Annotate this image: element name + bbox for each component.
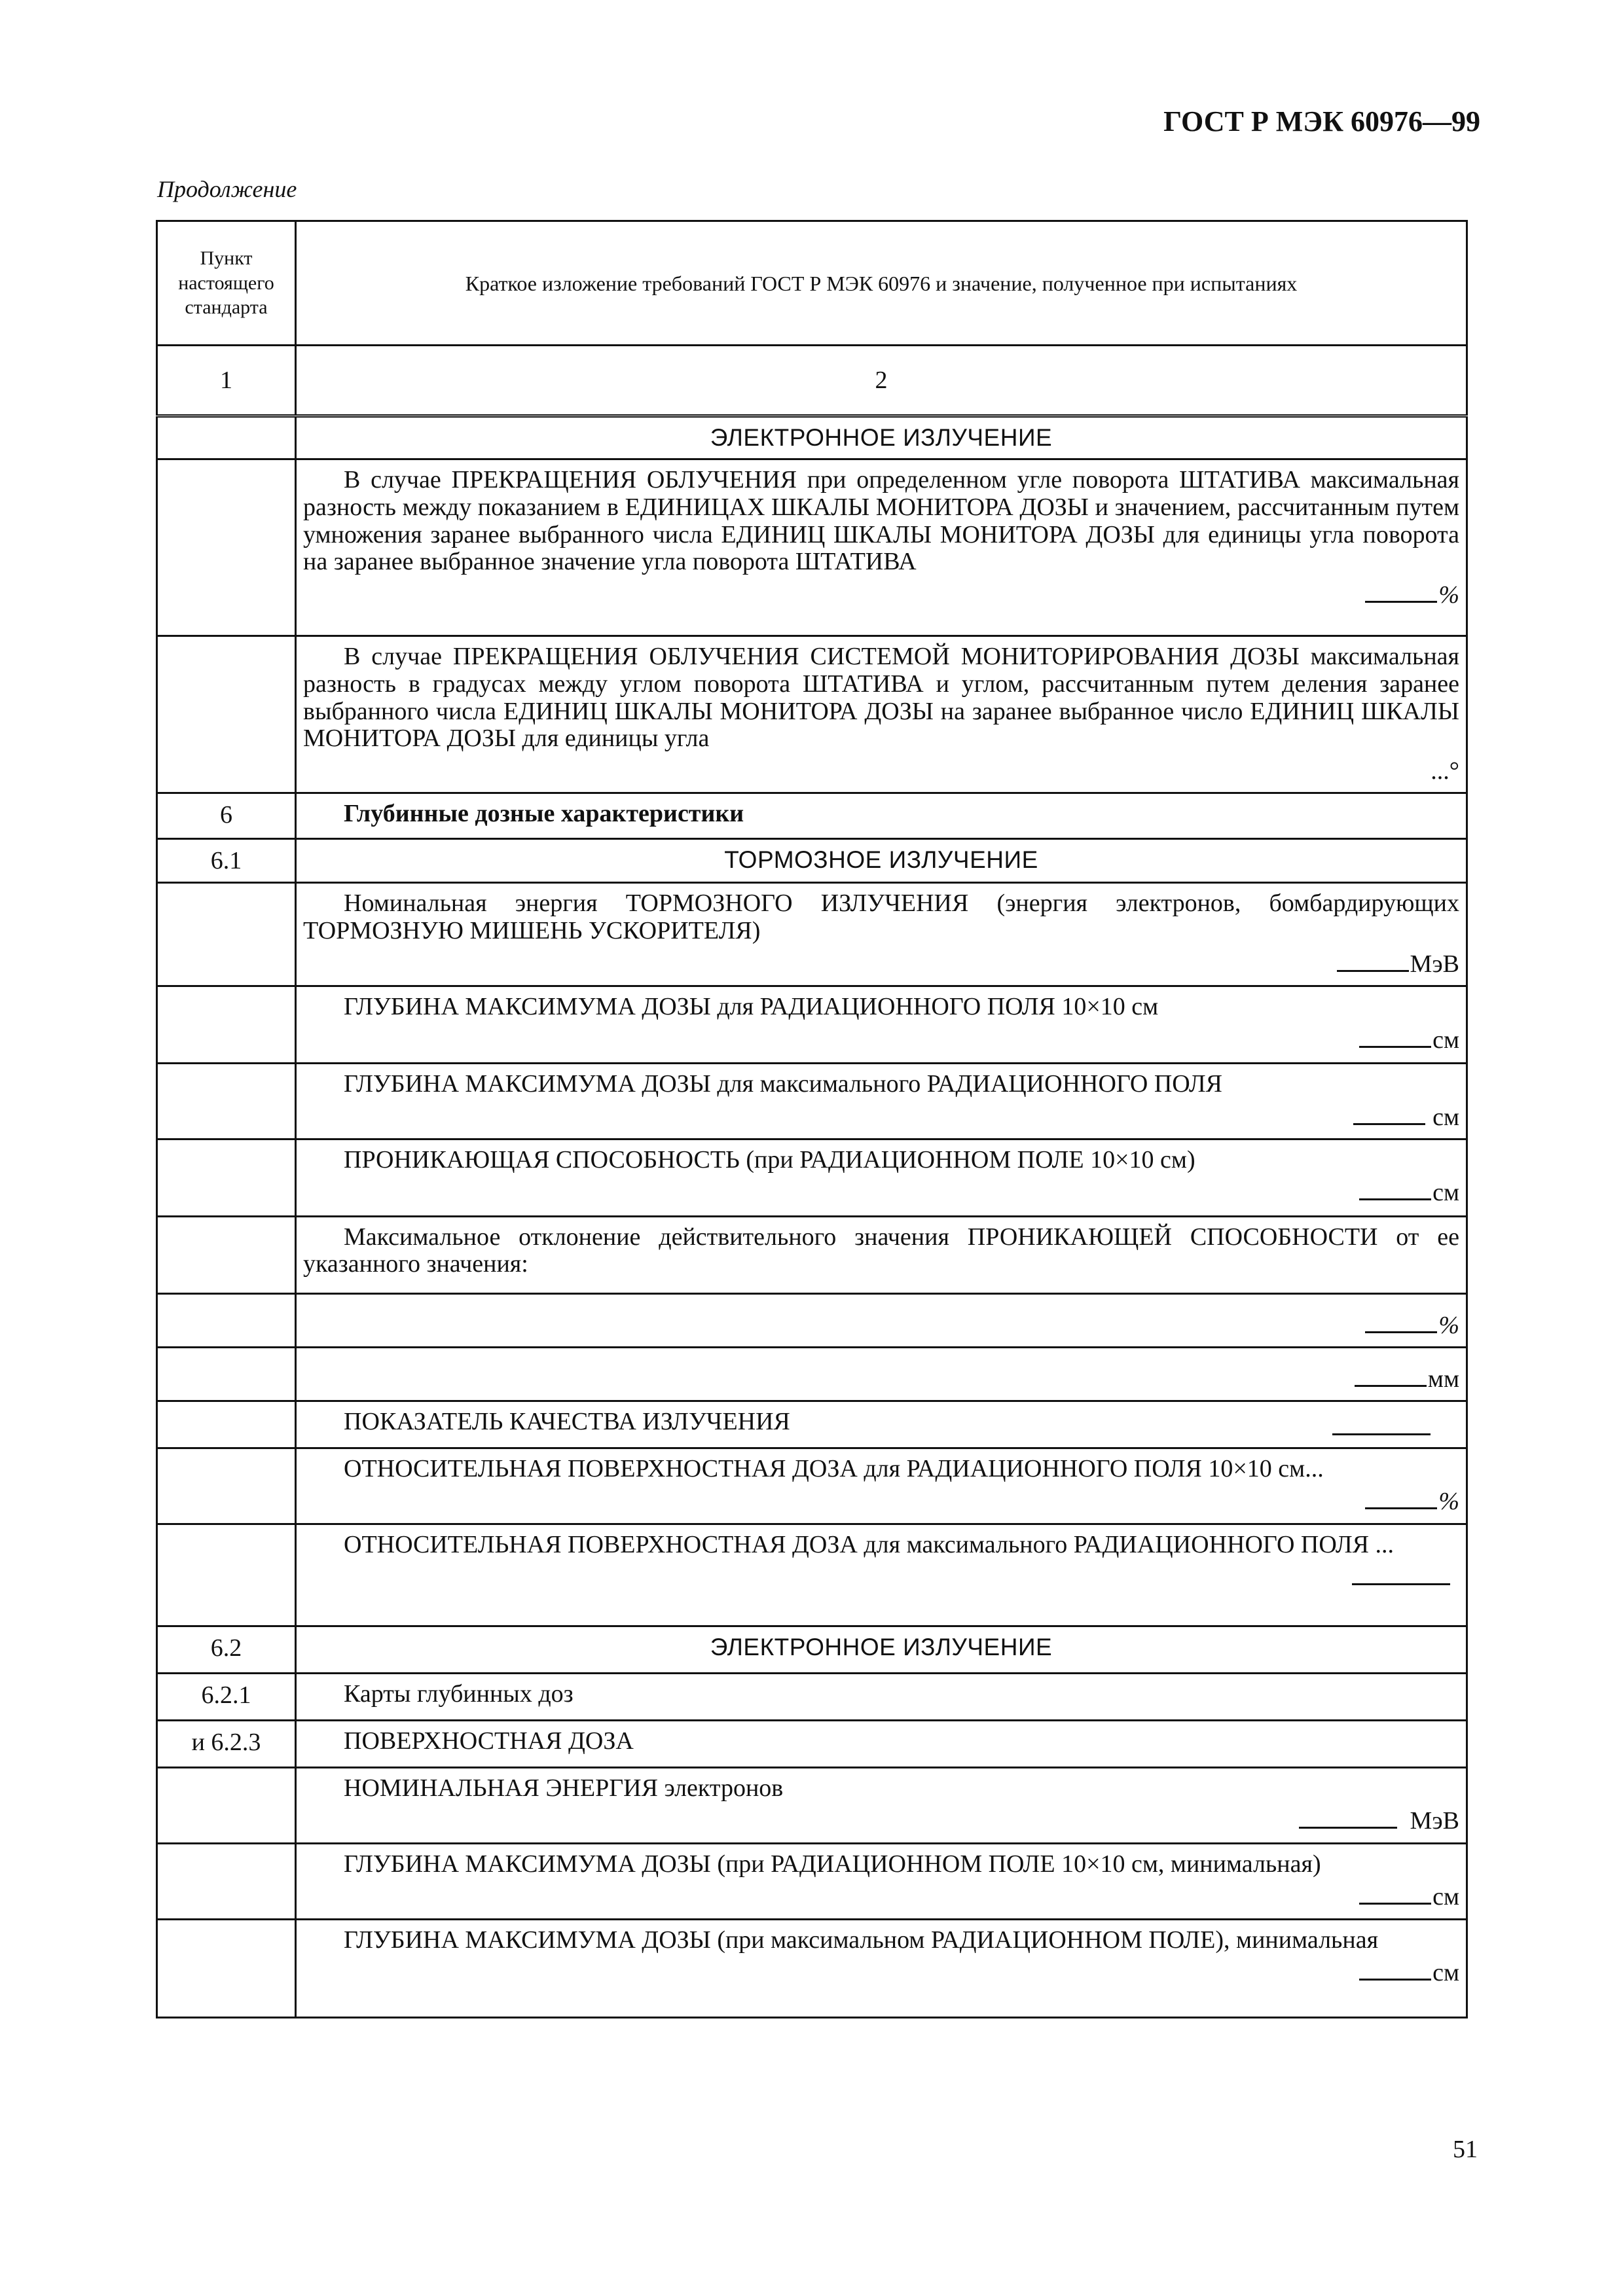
answer-field <box>303 1806 1459 1835</box>
answer-blank <box>1365 1310 1437 1333</box>
answer-blank <box>1365 580 1437 603</box>
section-cell: 6.2.1 <box>157 1673 296 1720</box>
answer-blank <box>1359 1882 1431 1905</box>
answer-unit: МэВ <box>1410 950 1459 978</box>
table-row <box>157 1063 1467 1139</box>
section-cell <box>157 416 296 459</box>
requirement-text: Максимальное отклонение действительного значения ПРОНИКАЮЩЕЙ СПОСОБНОСТИ от ее указанного значения: <box>296 1216 1467 1293</box>
section-title: ТОРМОЗНОЕ ИЗЛУЧЕНИЕ <box>296 839 1467 883</box>
section-cell <box>157 636 296 793</box>
requirement-cell <box>296 883 1467 986</box>
requirement-cell <box>296 459 1467 636</box>
table-row <box>157 1626 1467 1673</box>
requirement-text: НОМИНАЛЬНАЯ ЭНЕРГИЯ электронов <box>344 1774 784 1802</box>
answer-blank <box>1355 1364 1427 1387</box>
answer-field <box>303 1486 1459 1516</box>
answer-unit: см <box>1432 1179 1459 1207</box>
table-row <box>157 1347 1467 1401</box>
table-row <box>157 1293 1467 1347</box>
section-cell <box>157 1524 296 1626</box>
page-number: 51 <box>1453 2136 1478 2163</box>
section-cell <box>157 1293 296 1347</box>
requirement-text: ПРОНИКАЮЩАЯ СПОСОБНОСТЬ (при РАДИАЦИОННОМ ПОЛЕ 10×10 см) <box>344 1145 1195 1174</box>
continuation-label: Продолжение <box>157 176 297 202</box>
answer-unit: % <box>1438 1311 1459 1339</box>
section-cell <box>157 1919 296 2017</box>
requirement-cell <box>296 1919 1467 2017</box>
requirement-cell <box>296 1293 1467 1347</box>
section-cell <box>157 1767 296 1843</box>
answer-unit: % <box>1438 1488 1459 1516</box>
section-cell <box>157 986 296 1063</box>
answer-blank <box>1299 1806 1397 1829</box>
section-cell <box>157 1139 296 1216</box>
answer-field <box>303 757 1459 785</box>
requirements-table <box>156 220 1468 2018</box>
requirement-text: ГЛУБИНА МАКСИМУМА ДОЗЫ для максимального РАДИАЦИОННОГО ПОЛЯ <box>344 1069 1222 1098</box>
section-title: ЭЛЕКТРОННОЕ ИЗЛУЧЕНИЕ <box>296 1626 1467 1673</box>
table-row <box>157 1767 1467 1843</box>
table-row <box>157 1524 1467 1626</box>
requirement-text: ПОВЕРХНОСТНАЯ ДОЗА <box>296 1720 1467 1767</box>
table-row <box>157 883 1467 986</box>
answer-field <box>303 1102 1459 1132</box>
answer-blank <box>1337 949 1409 972</box>
answer-blank <box>1352 1562 1450 1585</box>
section-cell <box>157 1843 296 1919</box>
answer-field <box>303 1562 1459 1592</box>
answer-field <box>303 949 1459 978</box>
requirement-cell <box>296 1347 1467 1401</box>
table-row <box>157 1720 1467 1767</box>
requirement-cell <box>296 1401 1467 1448</box>
answer-field <box>303 580 1459 609</box>
table-row <box>157 1216 1467 1293</box>
answer-unit: мм <box>1427 1365 1459 1393</box>
answer-field <box>303 1177 1459 1207</box>
answer-field <box>303 1882 1459 1911</box>
answer-field <box>303 1364 1459 1393</box>
answer-unit: см <box>1432 1883 1459 1911</box>
answer-unit: см <box>1432 1026 1459 1054</box>
table-row <box>157 986 1467 1063</box>
table-row <box>157 1139 1467 1216</box>
table-row <box>157 459 1467 636</box>
section-cell: 6.1 <box>157 839 296 883</box>
requirement-cell <box>296 636 1467 793</box>
section-cell <box>157 1347 296 1401</box>
answer-unit: см <box>1432 1103 1459 1131</box>
col2-header: Краткое изложение требований ГОСТ Р МЭК 60976 и значение, полученное при испытаниях <box>296 221 1467 346</box>
table-row <box>157 793 1467 839</box>
requirement-text: В случае ПРЕКРАЩЕНИЯ ОБЛУЧЕНИЯ при определенном угле поворота ШТАТИВА максимальная разность между показанием в ЕДИНИЦАХ ШКАЛЫ МОНИТОРА ДОЗЫ и значением, рассчитанным путем умножения заранее выбранного числа ЕДИНИЦ ШКАЛЫ МОНИТОРА ДОЗЫ для единицы угла поворота на заранее выбранное значение угла поворота ШТАТИВА <box>303 466 1459 576</box>
section-cell <box>157 1063 296 1139</box>
answer-blank <box>1332 1412 1431 1435</box>
answer-blank <box>1353 1102 1425 1125</box>
section-cell <box>157 1401 296 1448</box>
answer-unit: % <box>1438 581 1459 609</box>
table-row <box>157 1448 1467 1524</box>
col1-number: 1 <box>157 346 296 416</box>
answer-blank <box>1359 1025 1431 1048</box>
requirement-text: Карты глубинных доз <box>296 1673 1467 1720</box>
section-cell: 6 <box>157 793 296 839</box>
document-code: ГОСТ Р МЭК 60976—99 <box>1163 105 1480 137</box>
requirement-cell <box>296 986 1467 1063</box>
section-cell: и 6.2.3 <box>157 1720 296 1767</box>
requirement-text: В случае ПРЕКРАЩЕНИЯ ОБЛУЧЕНИЯ СИСТЕМОЙ МОНИТОРИРОВАНИЯ ДОЗЫ максимальная разность в градусах между углом поворота ШТАТИВА и углом, рассчитанным путем деления заранее выбранного числа ЕДИНИЦ ШКАЛЫ МОНИТОРА ДОЗЫ на заранее выбранное число ЕДИНИЦ ШКАЛЫ МОНИТОРА ДОЗЫ для единицы угла <box>303 643 1459 753</box>
requirement-text: ГЛУБИНА МАКСИМУМА ДОЗЫ (при максимальном РАДИАЦИОННОМ ПОЛЕ), минимальная <box>344 1926 1379 1954</box>
table-row <box>157 416 1467 459</box>
answer-field <box>303 1310 1459 1340</box>
requirement-cell <box>296 1063 1467 1139</box>
answer-blank <box>1359 1177 1431 1200</box>
section-cell <box>157 1216 296 1293</box>
section-cell <box>157 459 296 636</box>
requirement-cell <box>296 1448 1467 1524</box>
table-row <box>157 1843 1467 1919</box>
col2-number: 2 <box>296 346 1467 416</box>
requirement-cell <box>296 1524 1467 1626</box>
section-cell: 6.2 <box>157 1626 296 1673</box>
answer-blank <box>1359 1958 1431 1981</box>
section-title: Глубинные дозные характеристики <box>296 793 1467 839</box>
table-header-row <box>157 221 1467 346</box>
section-cell <box>157 1448 296 1524</box>
requirement-cell <box>296 1767 1467 1843</box>
table-row <box>157 1673 1467 1720</box>
answer-field <box>303 1025 1459 1054</box>
table-row <box>157 636 1467 793</box>
section-cell <box>157 883 296 986</box>
column-number-row <box>157 346 1467 416</box>
col1-header: Пункт настоящего стандарта <box>157 221 296 346</box>
table-row <box>157 1919 1467 2017</box>
answer-unit: см <box>1432 1959 1459 1987</box>
requirement-text: ОТНОСИТЕЛЬНАЯ ПОВЕРХНОСТНАЯ ДОЗА для максимального РАДИАЦИОННОГО ПОЛЯ ... <box>344 1530 1394 1558</box>
section-title: ЭЛЕКТРОННОЕ ИЗЛУЧЕНИЕ <box>296 416 1467 459</box>
requirement-cell <box>296 1843 1467 1919</box>
requirement-text: ГЛУБИНА МАКСИМУМА ДОЗЫ (при РАДИАЦИОННОМ ПОЛЕ 10×10 см, минимальная) <box>344 1850 1321 1878</box>
table-row <box>157 839 1467 883</box>
requirement-text: ОТНОСИТЕЛЬНАЯ ПОВЕРХНОСТНАЯ ДОЗА для РАДИАЦИОННОГО ПОЛЯ 10×10 см... <box>344 1454 1324 1482</box>
requirement-cell <box>296 1139 1467 1216</box>
requirement-text: ГЛУБИНА МАКСИМУМА ДОЗЫ для РАДИАЦИОННОГО ПОЛЯ 10×10 см <box>344 992 1159 1020</box>
answer-blank <box>1365 1486 1437 1509</box>
table-row <box>157 1401 1467 1448</box>
answer-unit: МэВ <box>1410 1807 1459 1835</box>
requirement-text: Номинальная энергия ТОРМОЗНОГО ИЗЛУЧЕНИЯ (энергия электронов, бомбардирующих ТОРМОЗНУЮ МИШЕНЬ УСКОРИТЕЛЯ) <box>303 889 1459 944</box>
answer-unit: ...° <box>1431 757 1459 785</box>
answer-field <box>303 1958 1459 1987</box>
requirement-text: ПОКАЗАТЕЛЬ КАЧЕСТВА ИЗЛУЧЕНИЯ <box>344 1407 790 1435</box>
